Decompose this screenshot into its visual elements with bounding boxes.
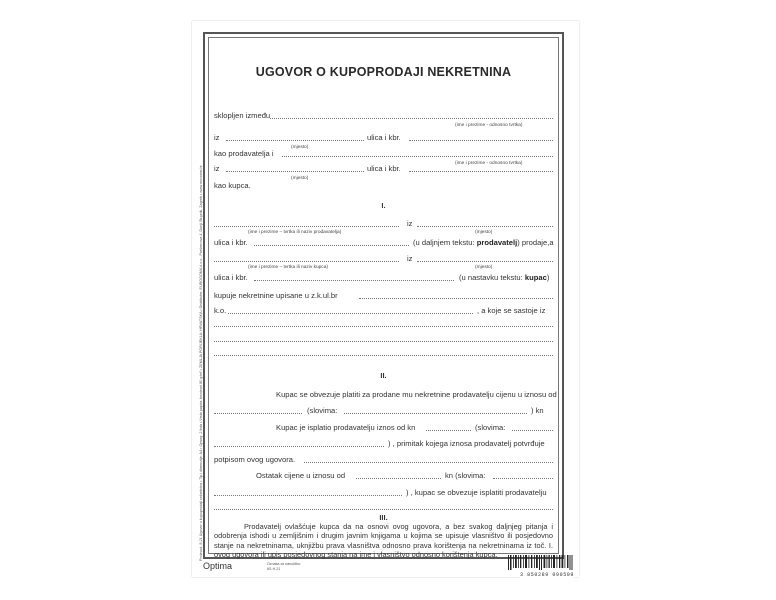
row-s2-kupac-se: ) , kupac se obvezuje isplatiti prodavatelju xyxy=(214,487,553,498)
row-s2-blank xyxy=(214,501,553,512)
section-1-heading: I. xyxy=(381,201,386,210)
field-line[interactable] xyxy=(493,478,553,479)
section-2-heading: II. xyxy=(380,371,387,380)
row-s2-p1: Kupac se obvezuje platiti za prodane mu nekretnine prodavatelju cijenu u iznosu od xyxy=(276,390,557,399)
field-line[interactable] xyxy=(214,446,384,447)
barcode-number: 3 850289 090509 xyxy=(519,572,574,578)
field-line[interactable] xyxy=(254,280,454,281)
field-line[interactable] xyxy=(214,355,553,356)
field-line[interactable] xyxy=(214,226,399,227)
field-line[interactable] xyxy=(214,413,302,414)
row-iz-ulica-2: iz ulica i kbr. xyxy=(214,163,553,174)
document-footer xyxy=(203,561,574,578)
row-s2-p2: Kupac je isplatio prodavatelju iznos od kn (slovima: xyxy=(214,422,553,433)
side-print-info: Proizvod: 8-21 Ugovor o kupoprodaji nekretnina • Tip i dimenzije: A4 • Opseg: 2 lista • Vrsta papira: bezdrvni 80 g/m² • ZEMLJA PORIJEKLA: HRVATSKA • Distributer: EUROGOMA d.o.o., Prešernova 4, Donji Stupnik, Zagreb • www.eurooms.hr xyxy=(199,165,203,561)
field-line[interactable] xyxy=(214,326,553,327)
document-frame: UGOVOR O KUPOPRODAJI NEKRETNINA sklopljen između (ime i prezime - odnosno tvrtka) iz ulica i kbr. (mjesto) kao prodavatelja i (ime i prezime - odnosno tvrtka) iz ulica i kbr. (mjesto) kao kupca. I. iz (ime i prezime – tvrtka ili naziv prodavatelja) (mjesto) ulica i kbr. (u daljnjem tekstu: prodavatelj) prodaje,a iz (ime i prezime – tvrtka ili naziv kupca) (mjesto) ulica i kbr. (u nastavku tekstu: kupac) kupuje nekretnine upisane u z.k.ul.br k.o. , a koje se sastoje iz II. Kupac se obvezuje platiti za prodane mu nekretnine prodavatelju cijenu u iznosu od (slovima: ) kn Kupac je isplatio prodavatelju iznos od kn (slovima: ) , primitak kojega iznosa prodavatelj potvrđuje potpisom ovog ugovora. Ostatak cijene u iznosu od kn (slovima: ) , kupac se obvezuje isplatiti prodavatelju III. Prodavatelj ovlašćuje kupca da na osnovi ovog ugovora, a bez svakog daljnjeg pitanja i odobrenja ishodi u zemljišnim i drugim javnim knjigama u kojima se upisuje vlasništvo ili posjedovno stanje na nekretninama, uknjižbu prava vlasništva odnosno prava korištenja na nekretninama iz toč. I. ovog ugovora ili upis posjedovnog stanja na ime i vlasništvo odnosno korištenja kupca. xyxy=(203,32,564,559)
field-line[interactable] xyxy=(409,140,553,141)
field-line[interactable] xyxy=(214,261,399,262)
field-line[interactable] xyxy=(304,462,553,463)
row-kao-kupca: kao kupca. xyxy=(214,181,251,190)
field-line[interactable] xyxy=(409,171,553,172)
optima-logo: Optima xyxy=(203,561,233,571)
row-kao-prodavatelja: kao prodavatelja i xyxy=(214,148,553,159)
row-s2-slovima: (slovima: ) kn xyxy=(214,405,553,416)
field-line[interactable] xyxy=(344,413,527,414)
field-line[interactable] xyxy=(254,245,409,246)
row-s1-ko: k.o. , a koje se sastoje iz xyxy=(214,306,546,315)
row-s1-ulica-2: ulica i kbr. (u nastavku tekstu: kupac) xyxy=(214,273,550,282)
field-line[interactable] xyxy=(356,478,441,479)
row-s2-primitak: ) , primitak kojega iznosa prodavatelj potvrđuje xyxy=(214,438,553,449)
row-s1-ulica: ulica i kbr. (u daljnjem tekstu: prodavatelj) prodaje,a xyxy=(214,238,554,247)
row-s1-kupuje: kupuje nekretnine upisane u z.k.ul.br xyxy=(214,290,553,301)
row-sklopljen: sklopljen između xyxy=(214,110,553,121)
row-s1-blank-2 xyxy=(214,333,553,344)
field-line[interactable] xyxy=(417,226,553,227)
row-s1-prodavatelj: iz xyxy=(214,218,553,229)
row-iz-ulica: iz ulica i kbr. xyxy=(214,132,553,143)
field-line[interactable] xyxy=(417,261,553,262)
field-line[interactable] xyxy=(226,140,364,141)
section-3-heading: III. xyxy=(379,513,388,522)
row-s1-blank-1 xyxy=(214,318,553,329)
field-line[interactable] xyxy=(228,313,473,314)
field-line[interactable] xyxy=(214,495,402,496)
field-line[interactable] xyxy=(270,118,553,119)
field-line[interactable] xyxy=(282,156,553,157)
field-line[interactable] xyxy=(226,171,364,172)
row-s2-ostatak: Ostatak cijene u iznosu od kn (slovima: xyxy=(214,470,553,481)
section-3-text: Prodavatelj ovlašćuje kupca da na osnovi ovog ugovora, a bez svakog daljnjeg pitanja i odobrenja ishodi u zemljišnim i drugim javnim knjigama u kojima se upisuje vlasništvo ili posjedovno stanje na nekretninama, uknjižbu prava vlasništva odnosno prava korištenja na nekretninama iz toč. I. ovog ugovora ili upis posjedovnog stanja na ime i vlasništvo odnosno korištenja kupca. xyxy=(214,522,553,560)
field-line[interactable] xyxy=(426,430,471,431)
document-title: UGOVOR O KUPOPRODAJI NEKRETNINA xyxy=(255,65,512,79)
row-s1-kupac: iz xyxy=(214,253,553,264)
field-line[interactable] xyxy=(359,298,553,299)
field-line[interactable] xyxy=(214,341,553,342)
field-line[interactable] xyxy=(214,509,553,510)
row-s2-potpisom: potpisom ovog ugovora. xyxy=(214,454,553,465)
field-line[interactable] xyxy=(512,430,553,431)
row-s1-blank-3 xyxy=(214,347,553,358)
document-sheet xyxy=(192,21,579,577)
order-code: Oznaka za narudžbu: 8S-H-21 xyxy=(267,562,302,571)
